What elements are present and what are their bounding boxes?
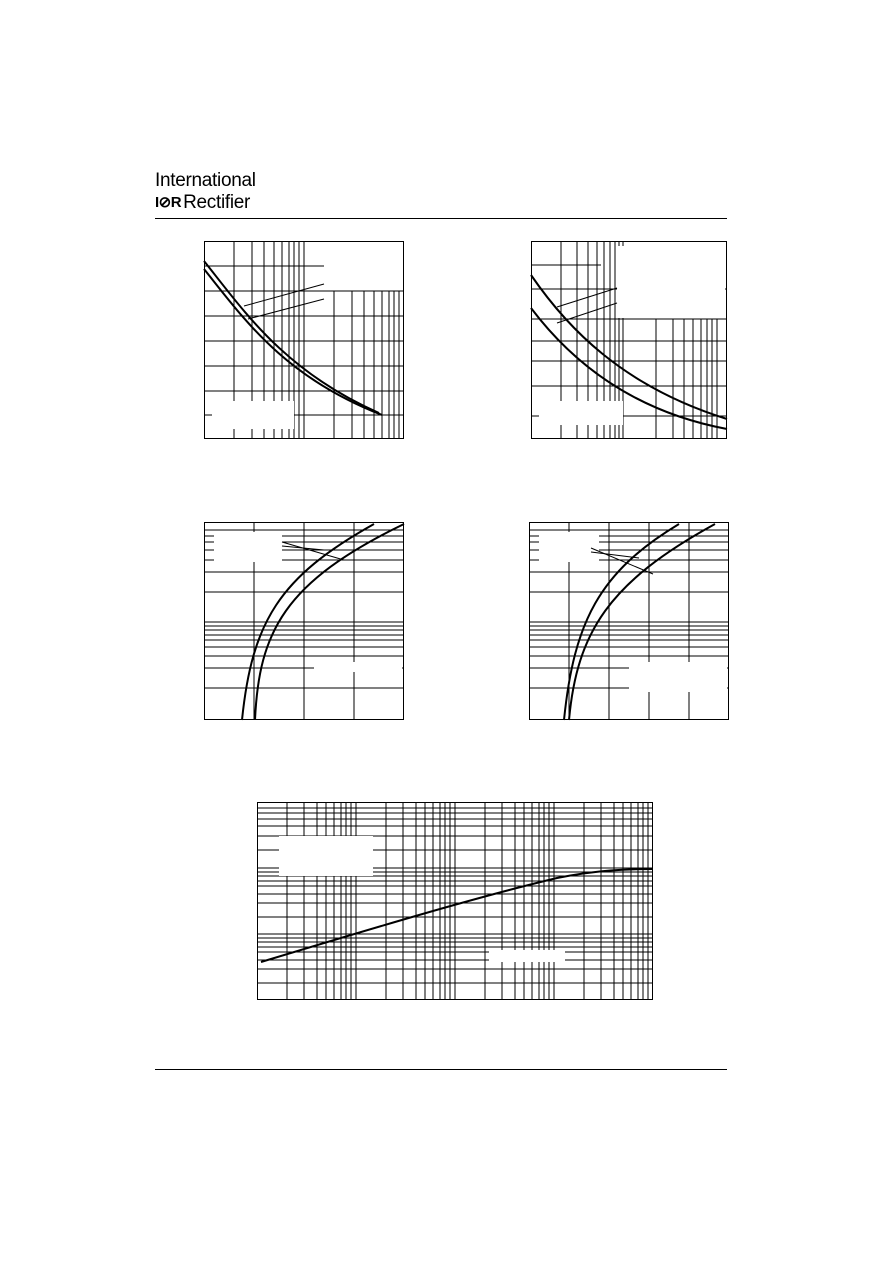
- company-name-row: [155, 192, 250, 214]
- figure-5-legend-box: [279, 836, 373, 876]
- figure-5-curve: [261, 869, 653, 962]
- figure-1-plot: [204, 241, 404, 439]
- company-name-rectifier: Rectifier: [183, 192, 251, 213]
- figure-3-note-box: [314, 662, 402, 672]
- footer-divider: [155, 1069, 727, 1070]
- header-divider: [155, 218, 727, 219]
- figure-3-legend-box: [214, 532, 282, 562]
- figure-1-legend-box: [324, 246, 402, 290]
- figure-5-gridlines: [257, 802, 653, 1000]
- figure-4-legend-box: [539, 532, 599, 562]
- figure-2-legend-box: [617, 246, 725, 318]
- figure-5-plot: [257, 802, 653, 1000]
- figure-1-note-box: [212, 401, 294, 429]
- figure-5-note-box: [489, 950, 565, 962]
- figure-3-plot: [204, 522, 404, 720]
- figure-4-plot: [529, 522, 729, 720]
- figure-2-plot: [531, 241, 727, 439]
- company-logo: [155, 170, 295, 216]
- figure-4-note-box: [629, 662, 727, 692]
- company-name-international: International: [155, 170, 256, 191]
- ior-logo-mark: I⊘R: [155, 194, 182, 211]
- figure-2-note-box: [539, 401, 623, 425]
